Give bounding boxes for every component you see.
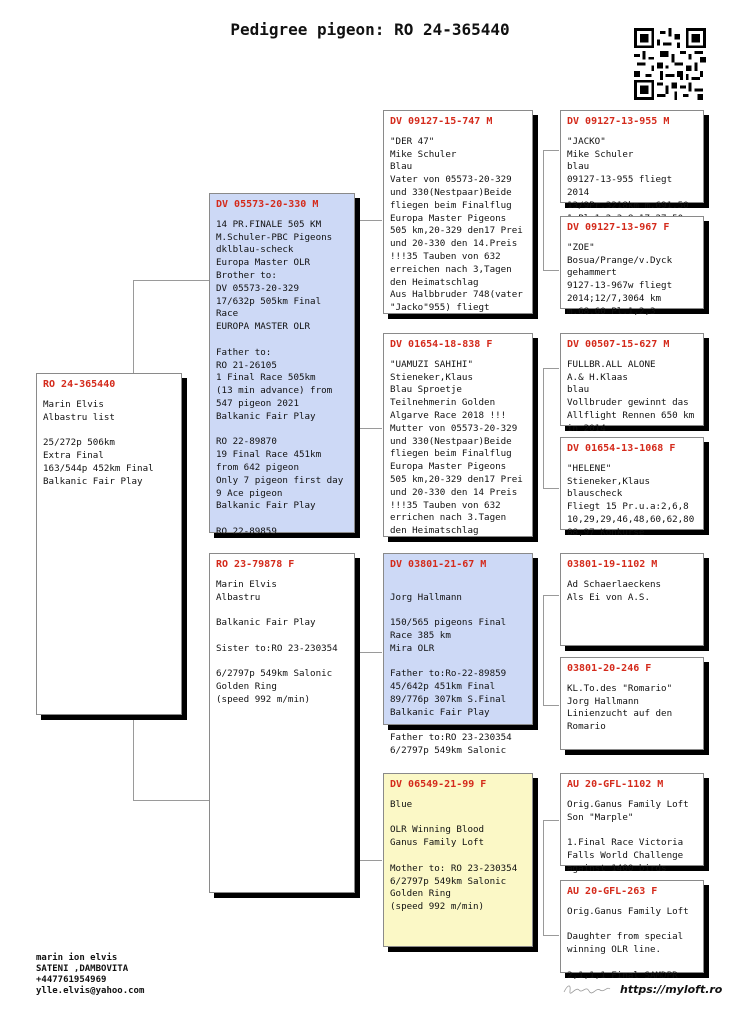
pigeon-details: Marin Elvis Albastru list 25/272p 506km Extra Final 163/544p 452km Final Balkanic Fair Play [43,398,154,487]
pigeon-details: Ad Schaerlaeckens Als Ei von A.S. [567,578,662,603]
ring-number: RO 23-79878 F [216,559,295,570]
ring-number: DV 05573-20-330 M [216,199,319,210]
owner-location: SATENI ,DAMBOVITA [36,964,129,974]
pigeon-card-sire-sire[interactable] [383,110,533,314]
connector [543,488,559,489]
qr-code-icon[interactable] [634,28,706,100]
pigeon-details: "JACKO" Mike Schuler blau 09127-13-955 fliegt 2014 13/9Pr.3218km m.691.50 [567,135,689,211]
ring-number: AU 20-GFL-1102 M [567,779,664,790]
ring-number: DV 01654-13-1068 F [567,443,676,454]
pigeon-card-dsd[interactable] [560,657,704,750]
pigeon-card-ddd[interactable] [560,880,704,981]
ring-number: 03801-19-1102 M [567,559,658,570]
connector [357,220,382,221]
pigeon-card-ssd[interactable] [560,216,704,317]
ring-number: DV 09127-13-955 M [567,116,670,127]
page-title: Pedigree pigeon: RO 24-365440 [230,20,510,39]
pigeon-card-dam-sire[interactable] [383,553,533,757]
ring-number: DV 09127-13-967 F [567,222,670,233]
signature-logo [562,982,612,996]
owner-email[interactable]: ylle.elvis@yahoo.com [36,986,145,996]
pigeon-details: "HELENE" Stieneker,Klaus blauscheck Fliegt 15 Pr.u.a:2,6,8 10,29,29,46,48,60,62,80 88,97 Konkurse [567,462,695,538]
pigeon-details: Orig.Ganus Family Loft Son "Marple" 1.Final Race Victoria Falls World Challenge against 1400 birds [567,798,689,874]
connector [543,368,559,369]
pigeon-card-dss[interactable] [560,553,704,646]
connector [357,428,382,429]
connector [543,150,559,151]
connector [133,800,210,801]
ring-number: DV 01654-18-838 F [390,339,493,350]
pigeon-details: FULLBR.ALL ALONE A.& H.Klaas blau Vollbruder gewinnt das Allflight Rennen 650 km in 2014 [567,358,695,434]
pigeon-card-sds[interactable] [560,333,704,434]
pigeon-card-sss[interactable] [560,110,704,211]
connector [543,705,559,706]
pigeon-details: "ZOE" Bosua/Prange/v.Dyck gehammert 9127-13-967w fliegt 2014;12/7,3064 km m.68.60 Pl.1,2,3 [567,241,673,317]
pigeon-details: Blue OLR Winning Blood Ganus Family Loft Mother to: RO 23-230354 6/2797p 549km Salonic Golden Ring (speed 992 m/min) [390,798,518,913]
ring-number: RO 24-365440 [43,379,116,390]
connector [543,368,544,488]
ring-number: 03801-20-246 F [567,663,652,674]
connector [357,652,382,653]
ring-number: DV 03801-21-67 M [390,559,487,570]
pigeon-details: KL.To.des "Romario" Jorg Hallmann Linienzucht auf den Romario [567,682,673,733]
ring-number: AU 20-GFL-263 F [567,886,658,897]
pigeon-card-subject[interactable] [36,373,182,715]
pigeon-details: Orig.Ganus Family Loft Daughter from special winning OLR line. 2,1,1,1 Final SAMDPR [567,905,689,981]
owner-phone: +447761954969 [36,975,107,985]
connector [543,595,544,705]
connector [543,595,559,596]
connector [543,820,544,935]
owner-name: marin ion elvis [36,953,118,963]
connector [543,270,559,271]
pigeon-card-dam[interactable] [209,553,355,893]
pigeon-details: "UAMUZI SAHIHI" Stieneker,Klaus Blau Sproetje Teilnehmerin Golden Algarve Race 2018 !!! Mutter von 05573-20-329 und 330(Nestpaar)Beide fliegen beim Finalflug Europa Master Pigeons 505 km,20-329 den17 Prei und 20-330 den 14 Preis !!!35 Tauben von 632 errichen nach 3.Tagen den Heimatschlag [390,358,523,537]
connector [543,935,559,936]
pigeon-card-sire-dam[interactable] [383,333,533,537]
connector [357,652,358,860]
pigeon-details: Marin Elvis Albastru Balkanic Fair Play Sister to:RO 23-230354 6/2797p 549km Salonic Golden Ring (speed 992 m/min) [216,578,338,705]
pigeon-details: "DER 47" Mike Schuler Blau Vater von 05573-20-329 und 330(Nestpaar)Beide fliegen beim Finalflug Europa Master Pigeons 505 km,20-329 den17 Prei und 20-330 den 14.Preis !!!35 Tauben von 632 erreichen nach 3,Tagen den Heimatschlag Aus Halbbruder 748(vater "Jacko"955) fliegt [390,135,523,314]
owner-contact [36,953,144,997]
connector [543,150,544,270]
connector [357,220,358,428]
pigeon-card-sire[interactable] [209,193,355,537]
connector [133,280,210,281]
ring-number: DV 09127-15-747 M [390,116,493,127]
pigeon-card-sdd[interactable] [560,437,704,538]
connector [543,820,559,821]
pigeon-details: 14 PR.FINALE 505 KM M.Schuler-PBC Pigeons dklblau-scheck Europa Master OLR Brother to: DV 05573-20-329 17/632p 505km Final Race EUROPA MASTER OLR Father to: RO 21-26105 1 Final Race 505km (13 min advance) from 547 pigeon 2021 Balkanic Fair Play RO 22-89870 19 Final Race 451km from 642 pigeon Only 7 pigeon first day 9 Ace pigeon Balkanic Fair Play RO 22-89859 [216,218,344,537]
ring-number: DV 06549-21-99 F [390,779,487,790]
ring-number: DV 00507-15-627 M [567,339,670,350]
pigeon-details: Jorg Hallmann 150/565 pigeons Final Race 385 km Mira OLR Father to:Ro-22-89859 45/642p 451km Final 89/776p 307km S.Final Balkanic Fair Play Father to:RO 23-230354 6/2797p 549km Salonic [390,591,512,757]
pigeon-card-dam-dam[interactable] [383,773,533,947]
connector [357,860,382,861]
pigeon-card-dds[interactable] [560,773,704,874]
website-link[interactable]: https://myloft.ro [620,983,723,996]
